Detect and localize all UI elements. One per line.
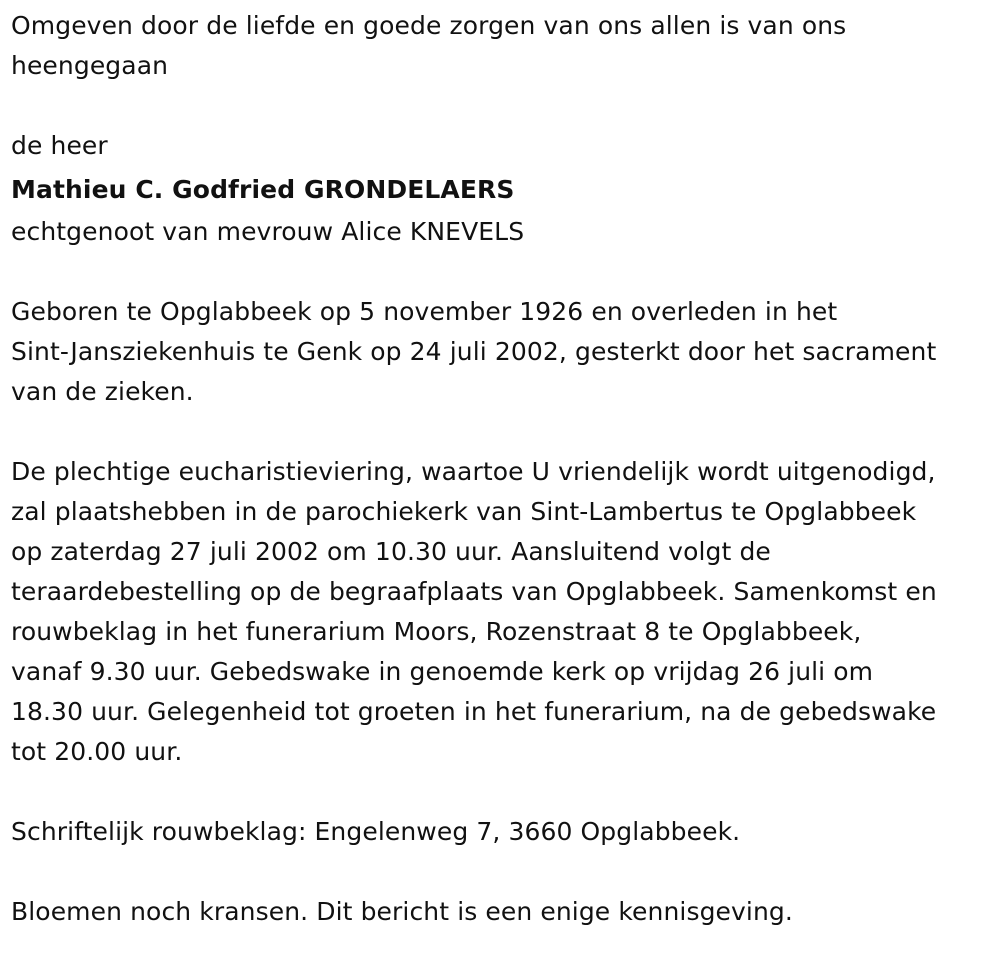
intro-line-2: heengegaan — [11, 51, 169, 80]
spacer — [11, 852, 996, 892]
spacer — [11, 86, 996, 126]
birth-death-paragraph — [11, 292, 996, 412]
condolence-address: Schriftelijk rouwbeklag: Engelenweg 7, 3660 Opglabbeek. — [11, 817, 741, 846]
intro-line-1: Omgeven door de liefde en goede zorgen van ons allen is van ons — [11, 11, 847, 40]
text-line: 18.30 uur. Gelegenheid tot groeten in het funerarium, na de gebedswake — [11, 697, 937, 726]
closing-line: Bloemen noch kransen. Dit bericht is een enige kennisgeving. — [11, 897, 793, 926]
spacer — [11, 252, 996, 292]
text-line: zal plaatshebben in de parochiekerk van Sint-Lambertus te Opglabbeek — [11, 497, 917, 526]
spouse-line: echtgenoot van mevrouw Alice KNEVELS — [11, 217, 525, 246]
text-line: op zaterdag 27 juli 2002 om 10.30 uur. Aansluitend volgt de — [11, 537, 771, 566]
death-notice — [11, 6, 996, 932]
text-line: teraardebestelling op de begraafplaats van Opglabbeek. Samenkomst en — [11, 577, 937, 606]
salutation: de heer — [11, 131, 108, 160]
deceased-name: Mathieu C. Godfried GRONDELAERS — [11, 175, 515, 204]
ceremony-paragraph — [11, 452, 996, 772]
text-line: De plechtige eucharistieviering, waartoe U vriendelijk wordt uitgenodigd, — [11, 457, 936, 486]
text-line: van de zieken. — [11, 377, 194, 406]
spacer — [11, 772, 996, 812]
text-line: Geboren te Opglabbeek op 5 november 1926 en overleden in het — [11, 297, 838, 326]
spacer — [11, 412, 996, 452]
text-line: Sint-Jansziekenhuis te Genk op 24 juli 2002, gesterkt door het sacrament — [11, 337, 937, 366]
text-line: tot 20.00 uur. — [11, 737, 183, 766]
text-line: vanaf 9.30 uur. Gebedswake in genoemde kerk op vrijdag 26 juli om — [11, 657, 874, 686]
text-line: rouwbeklag in het funerarium Moors, Rozenstraat 8 te Opglabbeek, — [11, 617, 862, 646]
